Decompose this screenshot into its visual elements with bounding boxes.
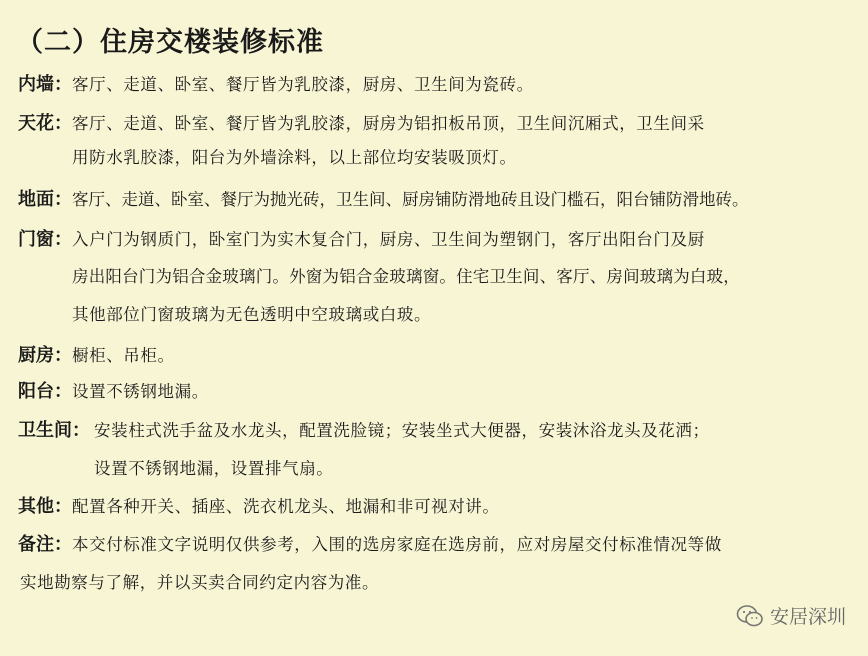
- section-label: 其他：: [18, 496, 72, 517]
- section-line: 客厅、走道、卧室、餐厅皆为乳胶漆，厨房为铝扣板吊顶，卫生间沉厢式，卫生间采: [72, 114, 705, 133]
- wechat-icon: [736, 604, 764, 628]
- section-label: 天花：: [18, 113, 72, 134]
- section-label: 备注：: [18, 534, 72, 555]
- section-line: 设置不锈钢地漏，设置排气扇。: [94, 459, 334, 478]
- section-line: 入户门为钢质门，卧室门为实木复合门，厨房、卫生间为塑钢门，客厅出阳台门及厨: [72, 230, 705, 249]
- section-label: 卫生间：: [18, 420, 90, 441]
- section-line: 房出阳台门为铝合金玻璃门。外窗为铝合金玻璃窗。住宅卫生间、客厅、房间玻璃为白玻，: [72, 267, 740, 286]
- section-inner-wall: [18, 70, 72, 96]
- section-label: 阳台：: [18, 381, 72, 402]
- section-line: 本交付标准文字说明仅供参考，入围的选房家庭在选房前，应对房屋交付标准情况等做: [72, 535, 722, 554]
- section-line: 其他部位门窗玻璃为无色透明中空玻璃或白玻。: [72, 305, 432, 324]
- section-kitchen: [18, 341, 72, 367]
- section-line: 客厅、走道、卧室、餐厅皆为乳胶漆，厨房、卫生间为瓷砖。: [72, 75, 534, 94]
- section-balcony: [18, 377, 72, 403]
- section-bathroom: [18, 416, 90, 442]
- section-other: [18, 492, 72, 518]
- watermark-text: 安居深圳: [769, 606, 846, 628]
- section-line: 实地勘察与了解，并以买卖合同约定内容为准。: [20, 573, 380, 592]
- section-line: 安装柱式洗手盆及水龙头，配置洗脸镜；安装坐式大便器，安装沐浴龙头及花洒；: [94, 421, 710, 440]
- section-line: 用防水乳胶漆，阳台为外墙涂料，以上部位均安装吸顶灯。: [72, 148, 517, 167]
- section-label: 内墙：: [18, 74, 72, 95]
- section-label: 厨房：: [18, 345, 72, 366]
- section-doors-windows: [18, 225, 72, 251]
- section-ceiling: [18, 109, 72, 135]
- section-line: 配置各种开关、插座、洗衣机龙头、地漏和非可视对讲。: [72, 497, 500, 516]
- section-note: [18, 530, 72, 556]
- section-label: 门窗：: [18, 229, 72, 250]
- watermark: [736, 602, 846, 629]
- section-label: 地面：: [18, 189, 72, 210]
- page-title: （二）住房交楼装修标准: [16, 27, 324, 58]
- section-line: 橱柜、吊柜。: [72, 346, 175, 365]
- section-line: 设置不锈钢地漏。: [72, 382, 209, 401]
- section-floor: [18, 185, 72, 211]
- section-line: 客厅、走道、卧室、餐厅为抛光砖，卫生间、厨房铺防滑地砖且设门槛石，阳台铺防滑地砖。: [72, 190, 749, 209]
